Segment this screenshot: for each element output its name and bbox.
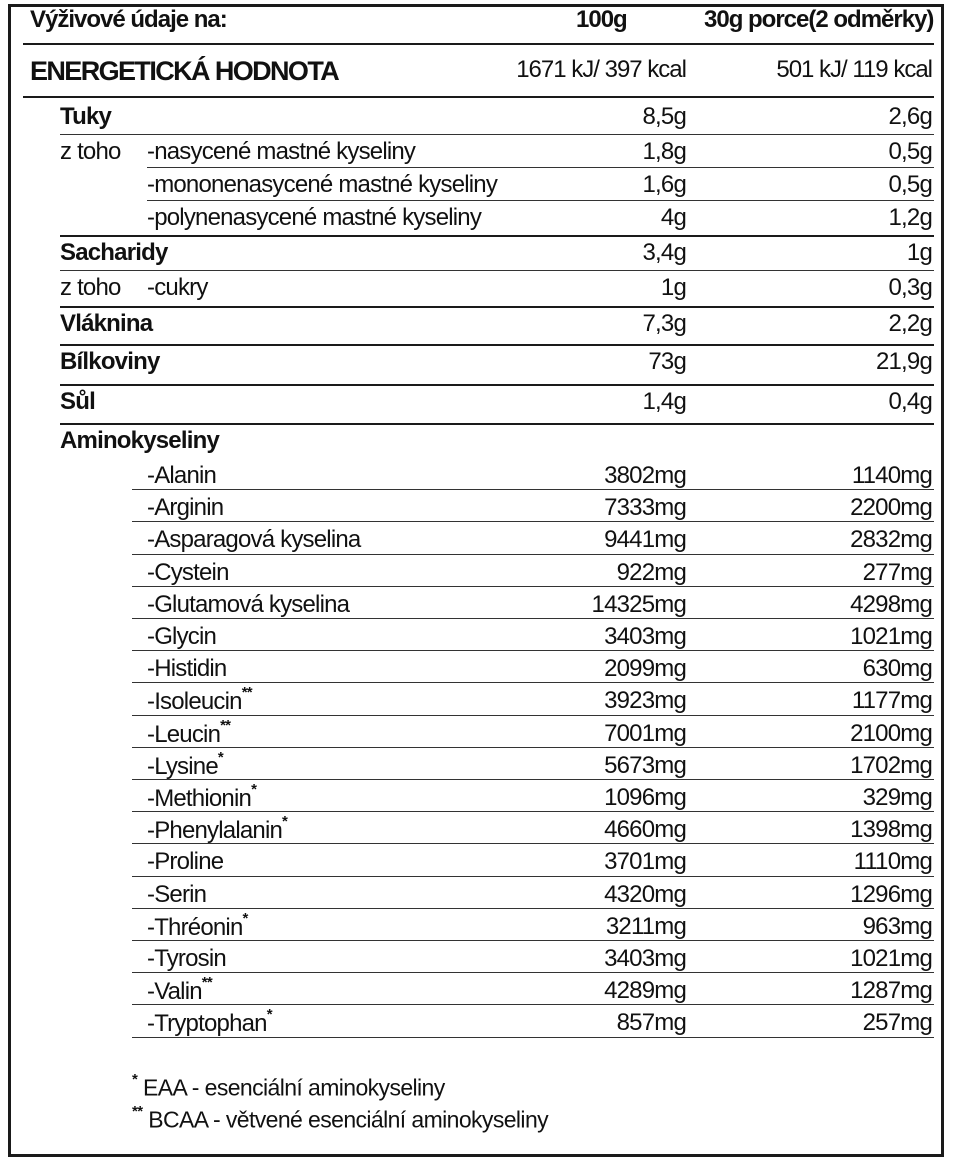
value-portion: 0,5g (888, 171, 932, 198)
row-label: Sacharidy (60, 239, 168, 266)
value-100g: 9441mg (604, 526, 686, 554)
row-label: Vláknina (60, 310, 153, 337)
table-row (0, 911, 958, 943)
table-row (0, 460, 958, 492)
section-divider (60, 384, 934, 386)
value-portion: 0,4g (888, 388, 932, 415)
value-100g: 14325mg (591, 590, 686, 618)
table-row (0, 750, 958, 782)
row-sublabel: -Glutamová kyselina (147, 590, 350, 618)
table-row (0, 492, 958, 524)
value-portion: 1296mg (850, 880, 932, 908)
value-100g: 8,5g (642, 103, 686, 130)
row-divider (132, 940, 934, 941)
footnote-eaa-mark: * (132, 1071, 138, 1088)
table-row (0, 237, 958, 269)
table-row (0, 169, 958, 201)
row-sublabel: -Tryptophan* (147, 1006, 272, 1038)
row-label: Sůl (60, 388, 95, 415)
essential-marker: ** (241, 684, 252, 702)
row-divider (132, 1037, 934, 1038)
value-100g: 7333mg (604, 494, 686, 522)
row-divider (132, 1004, 934, 1005)
value-portion: 1702mg (850, 751, 932, 779)
row-sublabel: -polynenasycené mastné kyseliny (147, 204, 482, 231)
row-divider (132, 618, 934, 619)
row-sublabel: -Arginin (147, 494, 224, 522)
table-row (0, 202, 958, 234)
value-portion: 1,2g (888, 204, 932, 231)
row-sublabel: -Methionin* (147, 781, 257, 812)
row-sublabel: -Alanin (147, 462, 217, 489)
table-row (0, 879, 958, 911)
essential-marker: ** (201, 974, 212, 992)
row-label: Tuky (60, 103, 112, 130)
row-label: Bílkoviny (60, 348, 160, 375)
value-portion: 630mg (862, 655, 932, 683)
table-row (0, 308, 958, 340)
essential-marker: * (251, 781, 257, 798)
row-divider (132, 811, 934, 812)
row-divider (132, 682, 934, 683)
table-row (0, 425, 958, 457)
value-portion: 1398mg (850, 816, 932, 844)
section-divider (60, 344, 934, 346)
row-divider (132, 715, 934, 716)
value-portion: 1g (906, 239, 932, 266)
value-portion: 277mg (862, 558, 932, 586)
essential-marker: * (217, 748, 223, 766)
table-row (0, 653, 958, 685)
value-portion: 1021mg (850, 623, 932, 650)
row-divider (60, 270, 934, 271)
table-row (0, 386, 958, 418)
row-sublabel: -mononenasycené mastné kyseliny (147, 171, 498, 198)
value-portion: 2200mg (850, 494, 932, 522)
value-100g: 7,3g (642, 310, 686, 337)
value-100g: 1,8g (642, 138, 686, 165)
row-divider (132, 972, 934, 973)
value-100g: 3802mg (604, 462, 686, 489)
table-row (0, 943, 958, 975)
value-100g: 1096mg (604, 784, 686, 811)
value-100g: 2099mg (604, 655, 686, 683)
row-divider (132, 650, 934, 651)
table-row (0, 621, 958, 653)
section-divider (60, 235, 934, 237)
row-divider (132, 876, 934, 877)
table-row (0, 272, 958, 304)
row-sublabel: -Histidin (147, 655, 227, 683)
row-sublabel: -Thréonin* (147, 909, 248, 941)
value-100g: 3211mg (605, 912, 686, 940)
value-portion: 0,3g (888, 274, 932, 301)
row-sublabel: -Tyrosin (147, 945, 226, 972)
value-portion: 4298mg (850, 590, 932, 618)
table-row (0, 101, 958, 133)
value-portion: 1021mg (850, 945, 932, 972)
table-row (0, 846, 958, 878)
value-100g: 7001mg (604, 719, 686, 747)
footnote-eaa (132, 1071, 445, 1102)
row-divider (132, 489, 934, 490)
row-sublabel: -Valin** (147, 974, 212, 1006)
essential-marker: * (282, 813, 288, 831)
section-divider (60, 306, 934, 308)
row-divider (132, 521, 934, 522)
value-100g: 857mg (616, 1009, 686, 1037)
row-divider (132, 554, 934, 555)
row-divider (132, 779, 934, 780)
value-100g: 4g (660, 204, 686, 231)
value-100g: 922mg (616, 558, 686, 586)
table-row (0, 589, 958, 621)
table-row (0, 718, 958, 750)
energy-value-portion: 501 kJ/ 119 kcal (776, 56, 932, 83)
value-portion: 329mg (862, 784, 932, 811)
table-row (0, 814, 958, 846)
essential-marker: * (266, 1006, 272, 1024)
essential-marker: ** (220, 716, 231, 734)
row-divider (132, 586, 934, 587)
row-label: z toho (60, 274, 121, 301)
table-row (0, 685, 958, 717)
value-100g: 5673mg (604, 751, 686, 779)
value-portion: 1110mg (853, 848, 932, 876)
row-sublabel: -Proline (147, 848, 224, 876)
value-portion: 257mg (862, 1009, 932, 1037)
value-100g: 73g (648, 348, 686, 375)
row-divider (60, 134, 934, 135)
value-portion: 1287mg (850, 977, 932, 1005)
value-portion: 2,2g (888, 310, 932, 337)
value-portion: 1140mg (851, 462, 932, 489)
table-row (0, 975, 958, 1007)
value-100g: 3701mg (604, 848, 686, 876)
row-sublabel: -Serin (147, 880, 207, 908)
row-divider (147, 167, 934, 168)
row-sublabel: -Lysine* (147, 748, 223, 780)
row-sublabel: -nasycené mastné kyseliny (147, 138, 416, 165)
table-row (0, 346, 958, 378)
column-header-100g: 100g (576, 6, 627, 33)
table-row (0, 136, 958, 168)
footnote-bcaa (132, 1103, 549, 1134)
value-100g: 3923mg (604, 687, 686, 715)
value-100g: 1,4g (642, 388, 686, 415)
row-sublabel: -Isoleucin** (147, 684, 252, 716)
row-sublabel: -Cystein (147, 558, 229, 586)
value-100g: 3,4g (642, 239, 686, 266)
row-sublabel: -Asparagová kyselina (147, 526, 361, 554)
table-row (0, 782, 958, 814)
table-row (0, 524, 958, 556)
energy-value-100g: 1671 kJ/ 397 kcal (516, 56, 686, 83)
row-sublabel: -cukry (147, 274, 208, 301)
section-divider (60, 423, 934, 425)
table-title: Výživové údaje na: (30, 6, 227, 33)
value-portion: 21,9g (875, 348, 932, 375)
table-row (0, 557, 958, 589)
energy-divider (23, 96, 934, 98)
header-divider (23, 43, 934, 45)
row-divider (132, 843, 934, 844)
row-label: z toho (60, 138, 121, 165)
value-100g: 3403mg (604, 945, 686, 972)
value-portion: 2,6g (888, 103, 932, 130)
value-100g: 4660mg (604, 816, 686, 844)
value-100g: 3403mg (604, 623, 686, 650)
footnote-bcaa-text: BCAA - větvené esenciální aminokyseliny (148, 1106, 549, 1133)
value-portion: 963mg (862, 912, 932, 940)
row-divider (147, 200, 934, 201)
row-divider (132, 908, 934, 909)
row-sublabel: -Glycin (147, 623, 217, 650)
value-portion: 1177mg (851, 687, 932, 715)
row-sublabel: -Phenylalanin* (147, 813, 288, 845)
value-100g: 1,6g (642, 171, 686, 198)
table-row (0, 1007, 958, 1039)
energy-label: ENERGETICKÁ HODNOTA (30, 56, 339, 86)
value-100g: 4320mg (604, 880, 686, 908)
value-portion: 2832mg (850, 526, 932, 554)
essential-marker: * (242, 909, 248, 927)
row-sublabel: -Leucin** (147, 716, 231, 748)
value-100g: 4289mg (604, 977, 686, 1005)
value-portion: 2100mg (850, 719, 932, 747)
column-header-portion: 30g porce(2 odměrky) (704, 6, 934, 33)
value-portion: 0,5g (888, 138, 932, 165)
footnote-eaa-text: EAA - esenciální aminokyseliny (143, 1074, 445, 1101)
footnote-bcaa-mark: ** (132, 1103, 143, 1120)
row-label: Aminokyseliny (60, 427, 219, 454)
value-100g: 1g (660, 274, 686, 301)
row-divider (132, 747, 934, 748)
